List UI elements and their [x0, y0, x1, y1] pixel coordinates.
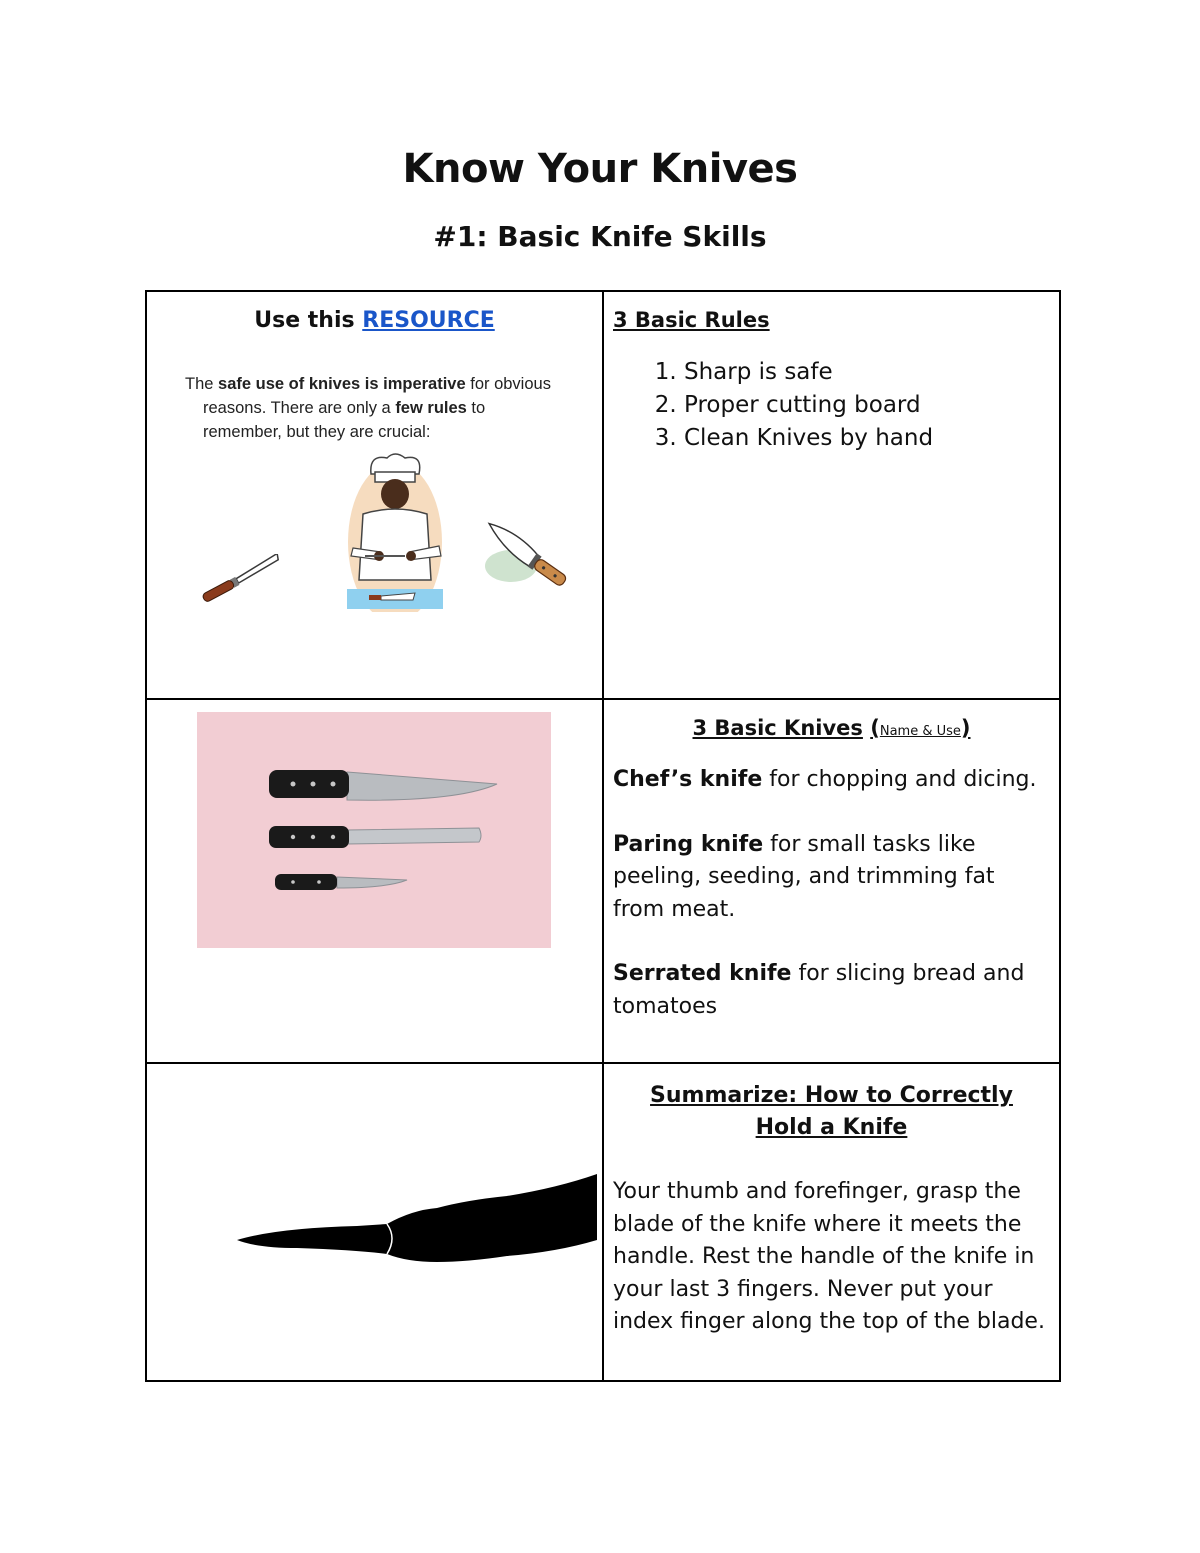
table-row — [146, 699, 1060, 1063]
resource-cell — [146, 291, 603, 699]
knives-heading-text: 3 Basic Knives — [692, 716, 863, 740]
knife-grip-silhouette — [237, 1170, 599, 1270]
knife-skills-table — [145, 290, 1061, 1382]
rules-list — [644, 356, 933, 455]
list-item — [613, 764, 1045, 797]
three-knives-photo — [197, 712, 551, 948]
knife-name: Paring knife — [613, 831, 764, 857]
summary-body: Your thumb and forefinger, grasp the blade of the knife where it meets the handle. Rest the handle of the knife in your last 3 fingers. Never put your index finger along the top of the blade. — [613, 1179, 1045, 1334]
excerpt-bold: few rules — [395, 399, 467, 417]
knife-name: Serrated knife — [613, 961, 792, 986]
knives-heading-note: Name & Use — [879, 724, 961, 739]
knife-use: for chopping and dicing. — [762, 767, 1037, 792]
knife-descriptions — [613, 764, 1045, 1023]
list-item: 3. Clean Knives by hand — [684, 422, 933, 455]
knife-use: for small tasks like peeling, seeding, and trimming fat from meat. — [613, 831, 995, 922]
summary-heading: Summarize: How to Correctly Hold a Knife — [650, 1083, 1013, 1140]
chef-clipart — [345, 452, 445, 612]
excerpt-text: The — [185, 375, 219, 393]
knife-use: for slicing bread and tomatoes — [613, 961, 1025, 1019]
page-title: Know Your Knives — [402, 146, 798, 192]
knife-name: Chef’s knife — [613, 767, 763, 792]
resource-link[interactable]: RESOURCE — [362, 308, 495, 333]
excerpt-text: for obvious — [465, 375, 551, 393]
knife-grip-cell — [146, 1063, 603, 1381]
knives-heading: 3 Basic Knives (Name & Use) — [692, 716, 971, 740]
rules-heading: 3 Basic Rules — [613, 308, 770, 332]
paring-knife-clipart — [197, 554, 287, 604]
knives-photo-cell — [146, 699, 603, 1063]
resource-excerpt — [185, 372, 585, 444]
chef-knife-clipart — [475, 520, 575, 592]
knives-cell — [603, 699, 1060, 1063]
use-this-prefix: Use this — [254, 308, 363, 333]
table-row — [146, 291, 1060, 699]
list-item — [613, 829, 1045, 927]
list-item: 2. Proper cutting board — [684, 389, 933, 422]
summary-cell — [603, 1063, 1060, 1381]
use-this-resource — [147, 308, 602, 333]
excerpt-bold: safe use of knives is imperative — [218, 375, 466, 393]
excerpt-text: remember, but they are crucial: — [203, 423, 431, 441]
list-item: 1. Sharp is safe — [684, 356, 933, 389]
excerpt-text: reasons. There are only a — [203, 399, 396, 417]
excerpt-text: to — [466, 399, 486, 417]
rules-cell — [603, 291, 1060, 699]
excerpt-line — [185, 396, 585, 420]
list-item — [613, 958, 1045, 1023]
table-row — [146, 1063, 1060, 1381]
page-subtitle: #1: Basic Knife Skills — [433, 220, 767, 253]
